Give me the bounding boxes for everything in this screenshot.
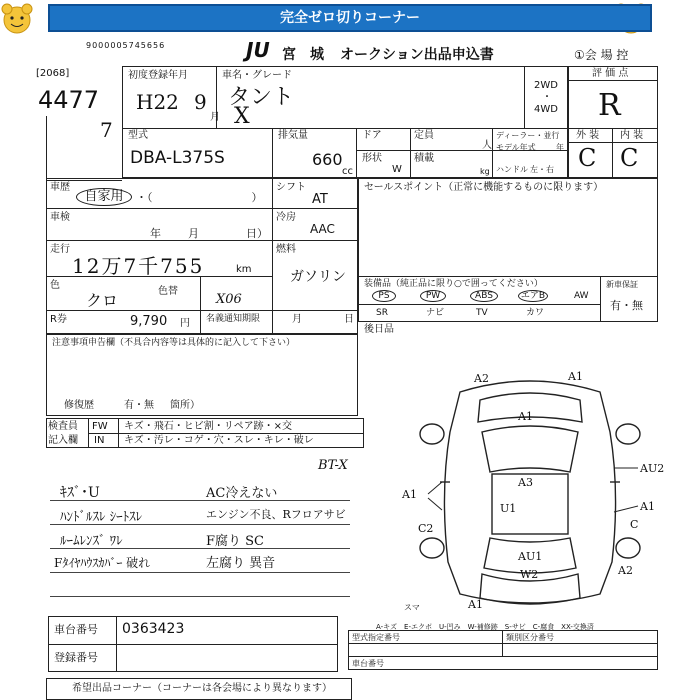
- color-label: 色: [50, 280, 60, 291]
- handwritten-note: F腐り SC: [206, 534, 265, 549]
- doors-label: ドア: [362, 130, 382, 141]
- inspector-fw: FW: [92, 421, 108, 432]
- org-name: 宮 城: [282, 47, 324, 63]
- color-code-value: X06: [216, 292, 242, 307]
- form-title: オークション出品申込書: [340, 47, 494, 63]
- recycle-value: 9,790: [130, 314, 168, 329]
- model-name-label: 車名・グレード: [222, 70, 292, 81]
- equip-leather: カワ: [526, 308, 545, 318]
- equipment-label: 装備品（純正品に限り○で囲ってください）: [364, 279, 543, 289]
- grade-value: X: [234, 104, 250, 129]
- inspector-label-1: 検査員: [48, 421, 78, 432]
- wheel-rear-left: [420, 538, 444, 558]
- diagram-mark: A1: [518, 410, 533, 423]
- registration-era-year: H22: [136, 90, 179, 114]
- handwritten-note: ﾙｰﾑﾚﾝｽﾞ ﾜﾚ: [60, 534, 123, 549]
- exterior-value: C: [578, 144, 597, 172]
- model-code-label: 型式: [128, 130, 148, 141]
- rating-value: R: [598, 88, 621, 123]
- mileage-value: 12万7千755: [72, 254, 205, 278]
- handwritten-note: BT-X: [318, 458, 348, 473]
- legend-row: 類別区分番号: [506, 633, 554, 642]
- diagram-mark: C: [630, 518, 639, 531]
- diagram-mark: A2: [474, 372, 489, 385]
- model-year-unit: 年: [556, 143, 564, 152]
- load-unit: kg: [480, 167, 490, 176]
- diagram-mark: A3: [518, 476, 533, 489]
- shape-value: W: [392, 164, 402, 175]
- diagram-mark: U1: [500, 502, 517, 515]
- inspector-in-items: キズ・汚レ・コゲ・穴・スレ・キレ・破レ: [124, 435, 314, 446]
- drive-dot: ・: [542, 92, 552, 103]
- handle-value: 左・右: [530, 165, 554, 174]
- diagram-mark: A1: [468, 598, 483, 611]
- recycle-unit: 円: [180, 318, 190, 329]
- rating-label: 評 価 点: [592, 68, 629, 79]
- diagram-caption: スマ: [404, 603, 420, 612]
- exterior-label: 外 装: [576, 130, 600, 141]
- inspection-year: 年: [150, 227, 161, 240]
- ac-label: 冷房: [276, 212, 296, 223]
- new-warranty-value: 有・無: [610, 299, 643, 312]
- handwritten-note: ｷｽﾞ･U: [60, 485, 100, 501]
- equip-abs[interactable]: ABS: [470, 290, 498, 302]
- registration-label: 初度登録年月: [128, 70, 188, 81]
- notice-label: 名義通知期限: [206, 314, 261, 324]
- lot-number: 4477: [38, 86, 100, 114]
- mileage-label: 走行: [50, 244, 70, 255]
- equip-tv: TV: [476, 308, 488, 318]
- capacity-unit: 人: [482, 140, 492, 151]
- diagram-mark: A1: [402, 488, 417, 501]
- mileage-unit: km: [236, 264, 252, 275]
- inspector-label-2: 記入欄: [48, 435, 78, 446]
- wheel-rear-right: [616, 538, 640, 558]
- sales-point-label: セールスポイント（正常に機能するものに限ります）: [364, 182, 604, 193]
- handwritten-note: 左腐り 異音: [206, 556, 276, 571]
- venue-copy-label: ①会 場 控: [574, 48, 629, 62]
- repair-value: 有・無: [124, 400, 154, 411]
- serial-number: 9000005745656: [86, 41, 166, 50]
- handwritten-note: Fﾀｲﾔﾊｳｽｶﾊﾞｰ 破れ: [54, 556, 151, 570]
- handle-label: ハンドル: [496, 165, 528, 174]
- inspection-day: 日）: [246, 227, 268, 240]
- banner-title: 完全ゼロ切りコーナー: [48, 4, 652, 32]
- history-other: ・（ ）: [136, 191, 263, 204]
- shape-label: 形状: [362, 153, 382, 164]
- model-year-label: モデル年式: [496, 143, 536, 152]
- handwritten-note: ﾊﾝﾄﾞﾙｽﾚ ｼｰﾄｽﾚ: [60, 510, 143, 525]
- color-code-label: 色替: [158, 286, 178, 297]
- model-code-value: DBA-L375S: [130, 148, 225, 168]
- inspector-in: IN: [94, 435, 105, 446]
- displacement-unit: cc: [342, 166, 353, 177]
- history-value[interactable]: 自家用: [76, 188, 132, 206]
- equip-airbag[interactable]: エアB: [518, 290, 548, 302]
- drive-4wd: 4WD: [534, 104, 558, 115]
- model-name-value: タント: [228, 85, 295, 110]
- back-seat-label: 後日品: [364, 324, 394, 335]
- chassis-value: 0363423: [122, 621, 185, 637]
- legend-row: 車台番号: [352, 659, 384, 668]
- diagram-mark: C2: [418, 522, 434, 535]
- inspection-label: 車検: [50, 212, 70, 223]
- history-label: 車歴: [50, 182, 70, 193]
- drive-2wd: 2WD: [534, 80, 558, 91]
- interior-value: C: [620, 144, 639, 172]
- diagram-mark: W2: [520, 568, 539, 581]
- diagram-mark: A1: [640, 500, 655, 513]
- diagram-mark: AU1: [518, 550, 543, 563]
- displacement-label: 排気量: [278, 130, 308, 141]
- repair-place: 箇所）: [170, 400, 200, 411]
- fuel-label: 燃料: [276, 244, 296, 255]
- chassis-label: 車台番号: [54, 623, 98, 636]
- car-windshield: [482, 426, 578, 472]
- repair-label: 修復歴: [64, 400, 94, 411]
- ju-logo: JU: [246, 38, 270, 62]
- wish-corner-label: 希望出品コーナー（コーナーは各会場により異なります）: [72, 683, 332, 694]
- color-value: クロ: [86, 291, 119, 310]
- interior-label: 内 装: [620, 130, 644, 141]
- shift-label: シフト: [276, 182, 306, 193]
- registration-month-unit: 月: [210, 112, 220, 123]
- equip-navi: ナビ: [426, 308, 445, 318]
- wheel-front-right: [616, 424, 640, 444]
- wheel-front-left: [420, 424, 444, 444]
- displacement-value: 660: [312, 150, 343, 169]
- dealer-label: ディーラー・並行: [496, 131, 560, 140]
- registration-month: 9: [194, 90, 207, 114]
- recycle-label: R券: [50, 314, 67, 325]
- diagram-mark: A1: [568, 370, 583, 383]
- inspector-fw-items: キズ・飛石・ヒビ割・リペア跡・×交: [124, 421, 292, 432]
- reg-number-label: 登録番号: [54, 651, 98, 664]
- capacity-label: 定員: [414, 130, 434, 141]
- notice-month: 月: [292, 314, 302, 325]
- diagram-mark: A2: [618, 564, 633, 577]
- bear-mascot-icon: [0, 2, 34, 36]
- equip-sr: SR: [376, 308, 388, 318]
- handwritten-note: AC冷えない: [206, 486, 278, 501]
- load-label: 積載: [414, 153, 434, 164]
- fuel-value: ガソリン: [290, 269, 346, 285]
- equip-aw: AW: [574, 291, 589, 301]
- legend-row: 型式指定番号: [352, 633, 400, 642]
- handwritten-mark: 7: [100, 118, 113, 142]
- diagram-mark: AU2: [640, 462, 665, 475]
- notes-label: 注意事項申告欄（不具合内容等は具体的に記入して下さい）: [52, 338, 296, 348]
- inspection-month: 月: [188, 227, 199, 240]
- car-damage-diagram: [400, 362, 665, 622]
- notice-day: 日: [344, 314, 354, 325]
- shift-value: AT: [312, 192, 328, 207]
- equip-pw[interactable]: PW: [420, 290, 446, 302]
- ac-value: AAC: [310, 222, 335, 236]
- new-warranty-label: 新車保証: [606, 280, 638, 289]
- damage-legend: A-キズ E-エクボ U-凹み W-補修跡 S-サビ C-腐食 XX-交換済: [376, 623, 594, 631]
- lot-tag: [2068]: [36, 68, 70, 79]
- handwritten-note: エンジン不良、Rフロアサビ: [206, 508, 346, 521]
- equip-ps[interactable]: PS: [372, 290, 396, 302]
